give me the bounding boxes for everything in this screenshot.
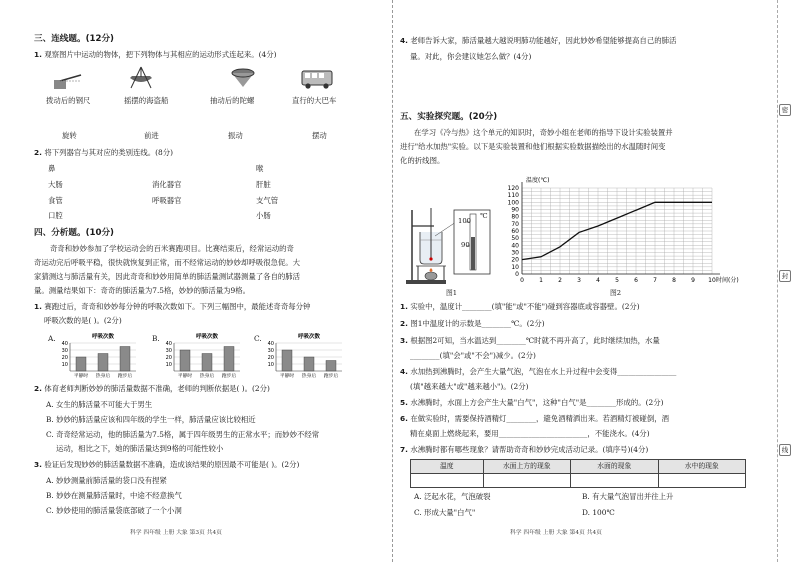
tick-label: 20 (165, 354, 172, 361)
question (400, 302, 640, 312)
choice-d: D. 100℃ (582, 508, 615, 517)
tick-label: 40 (511, 242, 519, 250)
option-a[interactable]: A. 妙妙测量前肺活量的袋口没有捏紧 (46, 476, 167, 485)
spinning-top-picture (228, 64, 258, 90)
chart-option-c (254, 334, 262, 344)
chart-option-b (152, 334, 160, 344)
bar (76, 357, 86, 371)
question-number: 3. (34, 460, 42, 469)
x-axis-label: 时间(分) (716, 277, 739, 284)
question-number: 6. (400, 414, 408, 423)
bar-chart-b (160, 333, 244, 379)
tick-label: 10 (511, 263, 519, 271)
question-number: 1. (34, 50, 42, 59)
organ-label: 肝脏 (256, 180, 271, 189)
tick-label: 110 (507, 192, 519, 200)
tick-label: 30 (267, 347, 274, 354)
paragraph-line: 家猜测这与肺活量有关，因此奇奇和妙妙用简单的肺活量测试器测量了各自的肺活 (34, 272, 301, 281)
tick-label: 2 (558, 277, 562, 284)
question-text: 根据图2可知，当水温达到________℃时就不再升高了，此时继续加热，水量 (410, 336, 660, 345)
question-text: 体育老师判断妙妙的肺活量数据不准确，老师的判断依据是( )。(2分) (44, 384, 270, 393)
motion-label: 旋转 (62, 131, 77, 140)
choice-b: B. 有大量气泡冒出并往上升 (582, 492, 674, 501)
question-number: 1. (400, 302, 408, 311)
paragraph-line: 奇运动完后呼吸平稳，很快就恢复到正常，而不经常运动的妙妙却呼吸很急促。大 (34, 258, 301, 267)
option-c-continued: 运动，相比之下，她的肺活量达到9格的可能性较小 (56, 444, 224, 453)
section-4-title: 四、分析题。(10分) (34, 228, 114, 238)
tick-label: 1 (539, 277, 543, 284)
question (400, 319, 545, 329)
category-label: 平静时 (279, 374, 295, 379)
tick-label: 40 (165, 340, 172, 347)
question-text: 图1中温度计的示数是________℃。(2分) (410, 319, 545, 328)
column-header: 温度 (411, 460, 484, 474)
category-label: 热身后 (301, 374, 317, 379)
tick-label: 0 (520, 277, 524, 284)
y-axis-label: 温度(℃) (526, 177, 550, 184)
question-1 (34, 50, 277, 60)
question-number: 3. (400, 336, 408, 345)
bar (224, 347, 234, 372)
category-label: 跑步后 (221, 374, 237, 379)
bar-chart-a (56, 333, 140, 379)
option-letter[interactable]: A. (48, 334, 56, 343)
tick-label: 10 (165, 361, 172, 368)
category-label: 呼吸器官 (152, 196, 182, 205)
category-label: 热身后 (199, 374, 215, 379)
page-divider (392, 0, 393, 562)
category-label: 热身后 (95, 374, 111, 379)
thermometer-tick-label: 90 (461, 241, 470, 249)
question-text: ________(填"会"或"不会")减少。(2分) (410, 351, 536, 360)
tick-label: 10 (61, 361, 68, 368)
tick-label: 20 (267, 354, 274, 361)
paragraph-line: 进行"给水加热"实验。以下是实验装置和他们根据实验数据描绘出的水温随时间变 (400, 142, 666, 151)
column-header: 水面上方的现象 (483, 460, 570, 474)
question-text: 量。对此，你会建议她怎么做？(4分) (410, 52, 532, 61)
question-text: 呼吸次数的是( )。(2分) (44, 316, 122, 325)
column-header: 水中的现象 (658, 460, 746, 474)
organ-label: 大肠 (48, 180, 63, 189)
steel-ruler-picture (52, 66, 82, 92)
tick-label: 0 (515, 271, 519, 278)
tick-label: 4 (596, 277, 600, 284)
figure-1-caption: 图1 (446, 289, 458, 297)
tick-label: 20 (511, 256, 519, 264)
temperature-line-chart (500, 176, 740, 296)
tick-label: 40 (267, 340, 274, 347)
question-text: 验证后发现妙妙的肺活量数据不准确，造成该结果的原因最不可能是( )。(2分) (44, 460, 300, 469)
chart-title: 呼吸次数 (297, 334, 321, 340)
item-label: 抽动后的陀螺 (210, 96, 255, 105)
figure-2-caption: 图2 (610, 289, 622, 297)
question-2 (34, 148, 173, 158)
organ-label: 鼻 (48, 164, 56, 173)
question-text: 将下列器官与其对应的类别连线。(8分) (44, 148, 174, 157)
paragraph-line: 在学习《冷与热》这个单元的知识时，奇妙小组在老师的指导下设计实验装置并 (414, 128, 673, 137)
question-number: 2. (34, 384, 42, 393)
bar (304, 357, 314, 371)
organ-label: 支气管 (256, 196, 279, 205)
binding-mark: 封 (779, 270, 791, 282)
question-text: (填"越来越大"或"越来越小")。(2分) (410, 382, 529, 391)
question-number: 2. (34, 148, 42, 157)
answer-cell[interactable] (658, 474, 746, 488)
pirate-ship-picture (126, 64, 156, 90)
question-text: 在做实验时，需要保持酒精灯________，避免酒精洒出来。若酒精灯被碰倒，酒 (410, 414, 669, 423)
page-footer: 科学 四年级 上册 大象 第4页 共4页 (510, 530, 602, 536)
bus-picture (300, 66, 334, 92)
chart-option-a (48, 334, 56, 344)
observation-table (410, 459, 746, 488)
tick-label: 7 (653, 277, 657, 284)
option-b[interactable]: B. 妙妙在测量肺活量时，中途不经意换气 (46, 491, 182, 500)
category-label: 跑步后 (117, 374, 133, 379)
table-row (411, 474, 746, 488)
column-header: 水面的现象 (571, 460, 658, 474)
tick-label: 8 (672, 277, 676, 284)
tick-label: 20 (61, 354, 68, 361)
option-b[interactable]: B. 妙妙的肺活量应该和四年级的学生一样，肺活量应该比较相近 (46, 415, 256, 424)
item-label: 摇摆的海盗船 (124, 96, 169, 105)
question-number: 2. (400, 319, 408, 328)
bar (180, 350, 190, 371)
binding-mark: 线 (779, 444, 791, 456)
question-text: 赛跑过后，奇奇和妙妙每分钟的呼吸次数如下。下列三幅图中，最能述奇奇每分钟 (44, 302, 311, 311)
question-1b (34, 302, 310, 312)
question-number: 4. (400, 36, 408, 45)
question-number: 4. (400, 367, 408, 376)
question-3b (34, 460, 299, 470)
chart-title: 呼吸次数 (91, 334, 115, 340)
question-text: 水加热到沸腾时，会产生大量气泡，气泡在水上升过程中会变得________________ (410, 367, 677, 376)
binding-mark: 密 (779, 104, 791, 116)
tick-label: 6 (634, 277, 638, 284)
question-text: 精在桌面上燃烧起来，要用________________________，不能浇水。(4分) (410, 429, 650, 438)
tick-label: 10 (267, 361, 274, 368)
bar-chart-c (262, 333, 346, 379)
question-7 (400, 445, 648, 455)
question-number: 1. (34, 302, 42, 311)
organ-label: 喉 (256, 164, 264, 173)
category-label: 跑步后 (323, 374, 339, 379)
tick-label: 120 (507, 185, 519, 192)
thermometer-unit: ℃ (480, 212, 488, 220)
paragraph-line: 奇奇和妙妙参加了学校运动会的百米赛跑项目。比赛结束后，经常运动的奇 (50, 244, 294, 253)
tick-label: 30 (61, 347, 68, 354)
tick-label: 90 (511, 206, 519, 214)
tick-label: 10 (708, 277, 716, 284)
section-3-title: 三、连线题。(12分) (34, 34, 114, 44)
tick-label: 100 (507, 199, 519, 207)
question-2b (34, 384, 270, 394)
question-4 (400, 36, 676, 46)
option-c[interactable]: C. 奇奇经常运动，他的肺活量为7.5格，属于四年级男生的正常水平；而妙妙不经常 (46, 430, 320, 439)
motion-label: 振动 (228, 131, 243, 140)
section-5-title: 五、实验探究题。(20分) (400, 112, 498, 122)
bar (282, 350, 292, 371)
category-label: 平静时 (177, 374, 193, 379)
item-label: 直行的大巴车 (292, 96, 337, 105)
option-letter[interactable]: C. (254, 334, 262, 343)
choice-a: A. 泛起水花，气泡破裂 (414, 492, 491, 501)
paragraph-line: 量。测量结果如下：奇奇的肺活量为7.5格，妙妙的肺活量为9格。 (34, 286, 251, 295)
bar (202, 354, 212, 372)
question (400, 336, 660, 346)
bar (98, 354, 108, 372)
bar (326, 361, 336, 372)
option-c[interactable]: C. 妙妙使用的肺活量袋底部破了一个小洞 (46, 506, 182, 515)
category-label: 平静时 (73, 374, 89, 379)
category-label: 消化器官 (152, 180, 182, 189)
question-number: 7. (400, 445, 408, 454)
binding-margin (777, 0, 794, 562)
answer-cell[interactable] (411, 474, 484, 488)
chart-title: 呼吸次数 (195, 334, 219, 340)
question (400, 367, 676, 377)
question-text: 老师告诉大家，肺活量越大越说明肺功能越好，因此妙妙希望能够提高自己的肺活 (410, 36, 677, 45)
option-a[interactable]: A. 女生的肺活量不可能大于男生 (46, 400, 153, 409)
tick-label: 70 (511, 220, 519, 228)
tick-label: 40 (61, 340, 68, 347)
option-letter[interactable]: B. (152, 334, 160, 343)
question-text: 水沸腾时，水面上方会产生大量"白气"，这种"白气"是________形成的。(2分) (410, 398, 664, 407)
tick-label: 30 (511, 249, 519, 257)
tick-label: 30 (165, 347, 172, 354)
question (400, 398, 664, 408)
question (400, 414, 669, 424)
motion-label: 摆动 (312, 131, 327, 140)
page-footer: 科学 四年级 上册 大象 第3页 共4页 (130, 530, 222, 536)
thermometer-tick-label: 100 (458, 217, 471, 225)
bar (120, 347, 130, 372)
answer-cell[interactable] (571, 474, 658, 488)
question-text: 观察图片中运动的物体，把下列物体与其相应的运动形式连起来。(4分) (44, 50, 277, 59)
choice-c: C. 形成大量"白气" (414, 508, 476, 517)
motion-label: 前进 (144, 131, 159, 140)
question-text: 实验中，温度计________(填"能"或"不能")碰到容器底或容器壁。(2分) (410, 302, 640, 311)
item-label: 拨动后的钢尺 (46, 96, 91, 105)
tick-label: 80 (511, 213, 519, 221)
question-text: 水沸腾时都有哪些现象？请帮助奇奇和妙妙完成活动记录。(填序号)(4分) (410, 445, 649, 454)
organ-label: 小肠 (256, 211, 271, 220)
tick-label: 5 (615, 277, 619, 284)
organ-label: 口腔 (48, 211, 63, 220)
answer-cell[interactable] (483, 474, 570, 488)
organ-label: 食管 (48, 196, 63, 205)
table-header-row (411, 460, 746, 474)
tick-label: 60 (511, 228, 519, 235)
paragraph-line: 化的折线图。 (400, 156, 445, 165)
tick-label: 3 (577, 277, 581, 284)
tick-label: 9 (691, 277, 695, 284)
tick-label: 50 (511, 235, 519, 243)
question-number: 5. (400, 398, 408, 407)
